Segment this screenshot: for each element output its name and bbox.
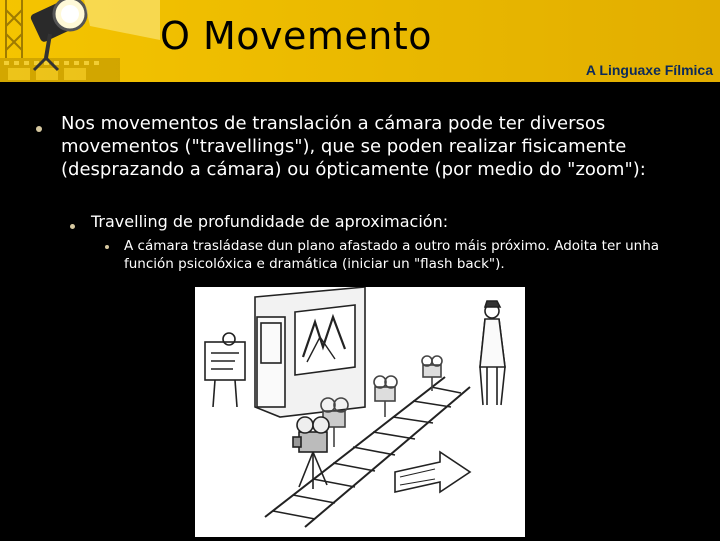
film-strip-icon: [0, 58, 120, 82]
travelling-illustration: [195, 287, 525, 537]
bullet-dot-icon: [105, 245, 109, 249]
bullet-dot-icon: [36, 126, 42, 132]
section-subtitle: A Linguaxe Fílmica: [585, 62, 713, 78]
bullet-level-3: A cámara trasládase dun plano afastado a outro máis próximo. Adoita ter unha función psicolóxica e dramática (iniciar un "flash back").: [124, 238, 660, 272]
bullet-level-2: Travelling de profundidade de aproximación:: [91, 212, 449, 231]
page-title: O Movemento: [160, 14, 433, 58]
spotlight-icon: [0, 0, 160, 82]
bullet-dot-icon: [70, 224, 75, 229]
header-bar: [0, 0, 720, 82]
bullet-level-1: Nos movementos de translación a cámara pode ter diversos movementos ("travellings"), que se poden realizar fisicamente (desprazando a cámara) ou ópticamente (por medio do "zoom"):: [61, 113, 646, 180]
